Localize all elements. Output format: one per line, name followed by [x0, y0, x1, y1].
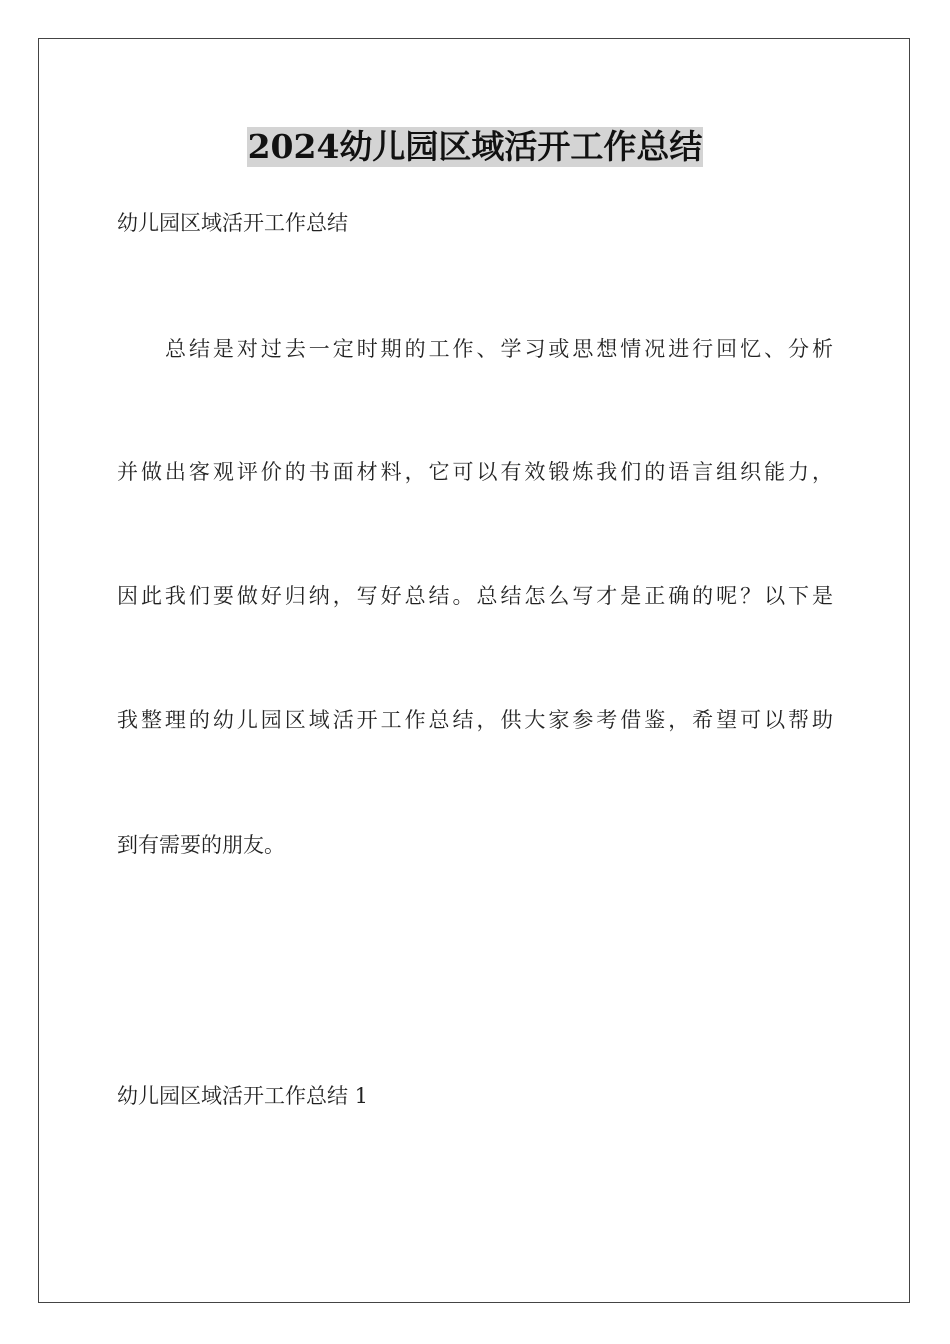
paragraph-line: 总结是对过去一定时期的工作、学习或思想情况进行回忆、分析: [165, 337, 833, 361]
paragraph-line: 并做出客观评价的书面材料，它可以有效锻炼我们的语言组织能力，: [117, 460, 833, 484]
paragraph-line: 到有需要的朋友。: [117, 833, 285, 857]
paragraph-line: 因此我们要做好归纳，写好总结。总结怎么写才是正确的呢？以下是: [117, 584, 833, 608]
paragraph-line: 我整理的幼儿园区域活开工作总结，供大家参考借鉴，希望可以帮助: [117, 708, 833, 732]
title-container: [0, 127, 950, 167]
document-title: 2024幼儿园区域活开工作总结: [247, 127, 703, 166]
document-subtitle: 幼儿园区域活开工作总结: [117, 211, 348, 235]
section-heading: 幼儿园区域活开工作总结 1: [117, 1084, 369, 1108]
